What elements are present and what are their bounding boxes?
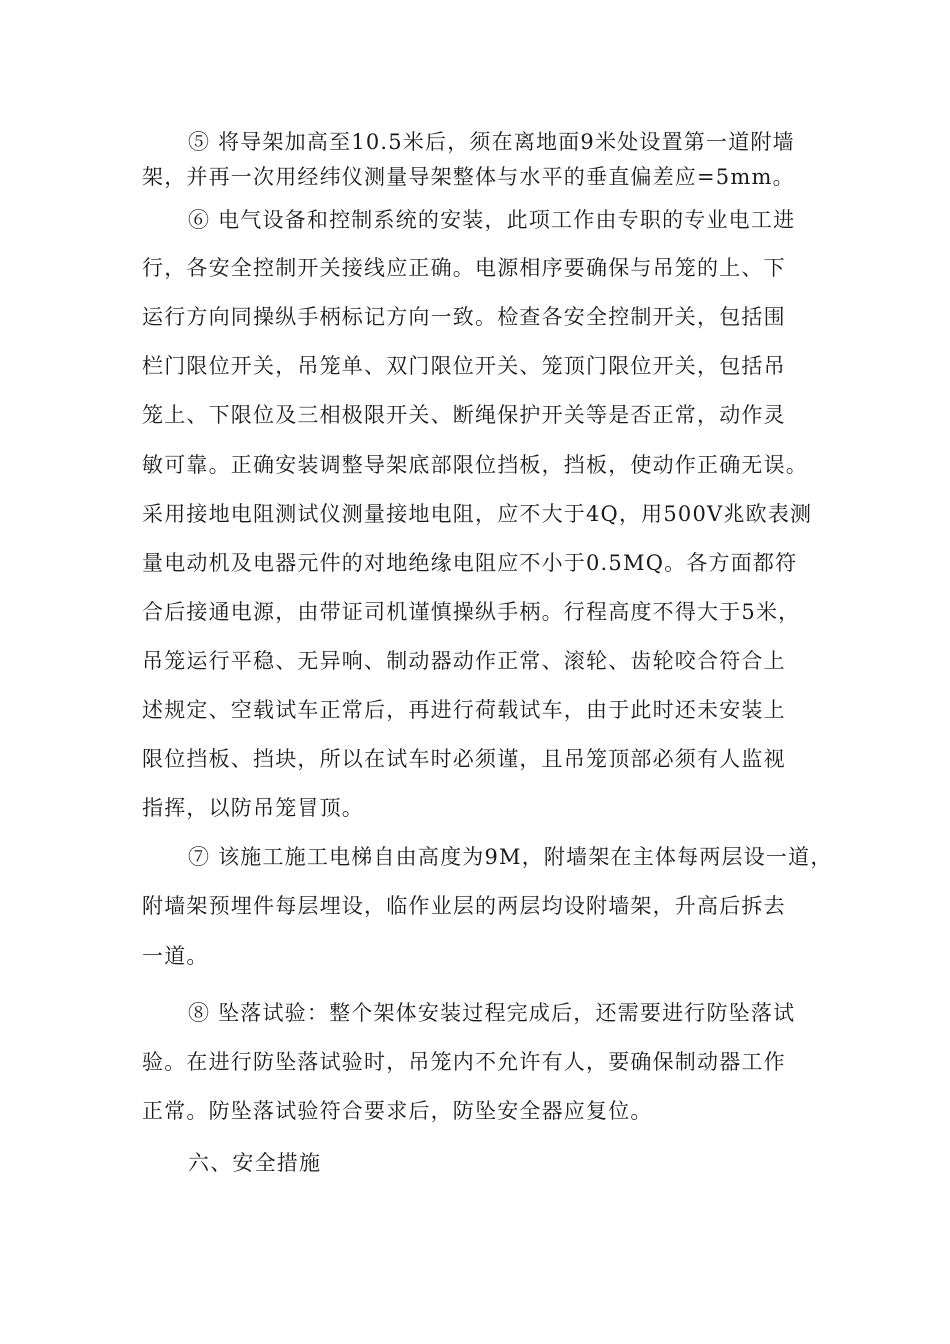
para6-line-13: 指挥，以防吊笼冒顶。	[142, 796, 364, 820]
para6-line-1: ⑥ 电气设备和控制系统的安装，此项工作由专职的专业电工进	[188, 208, 796, 232]
para7-line-1: ⑦ 该施工施工电梯自由高度为9M，附墙架在主体每两层设一道，	[188, 845, 833, 869]
para6-line-12: 限位挡板、挡块，所以在试车时必须谨，且吊笼顶部必须有人监视	[142, 747, 786, 771]
para8-line-3: 正常。防坠落试验符合要求后，防坠安全器应复位。	[142, 1099, 653, 1123]
para6-line-8: 量电动机及电器元件的对地绝缘电阻应不小于0.5MQ。各方面都符	[142, 551, 798, 575]
para6-line-10: 吊笼运行平稳、无异响、制动器动作正常、滚轮、齿轮咬合符合上	[142, 649, 786, 673]
para8-line-2: 验。在进行防坠落试验时，吊笼内不允许有人，要确保制动器工作	[142, 1050, 786, 1074]
para8-line-1: ⑧ 坠落试验：整个架体安装过程完成后，还需要进行防坠落试	[188, 1001, 796, 1025]
para6-line-5: 笼上、下限位及三相极限开关、断绳保护开关等是否正常，动作灵	[142, 403, 786, 427]
para6-line-7: 采用接地电阻测试仪测量接地电阻，应不大于4Q，用500V兆欧表测	[142, 502, 813, 526]
para5-line-1: ⑤ 将导架加高至10.5米后，须在离地面9米处设置第一道附墙	[188, 130, 795, 154]
para5-line-2: 架，并再一次用经纬仪测量导架整体与水平的垂直偏差应=5mm。	[142, 165, 795, 189]
para6-line-2: 行，各安全控制开关接线应正确。电源相序要确保与吊笼的上、下	[142, 256, 786, 280]
para7-line-3: 一道。	[142, 944, 209, 968]
para6-line-9: 合后接通电源，由带证司机谨慎操纵手柄。行程高度不得大于5米，	[142, 600, 801, 624]
section-heading: 六、安全措施	[188, 1151, 322, 1175]
para6-line-3: 运行方向同操纵手柄标记方向一致。检查各安全控制开关，包括围	[142, 305, 786, 329]
para7-line-2: 附墙架预埋件每层埋设，临作业层的两层均设附墙架，升高后拆去	[142, 894, 786, 918]
para6-line-11: 述规定、空载试车正常后，再进行荷载试车，由于此时还未安装上	[142, 698, 786, 722]
para6-line-6: 敏可靠。正确安装调整导架底部限位挡板，挡板，使动作正确无误。	[142, 453, 808, 477]
para6-line-4: 栏门限位开关，吊笼单、双门限位开关、笼顶门限位开关，包括吊	[142, 354, 786, 378]
